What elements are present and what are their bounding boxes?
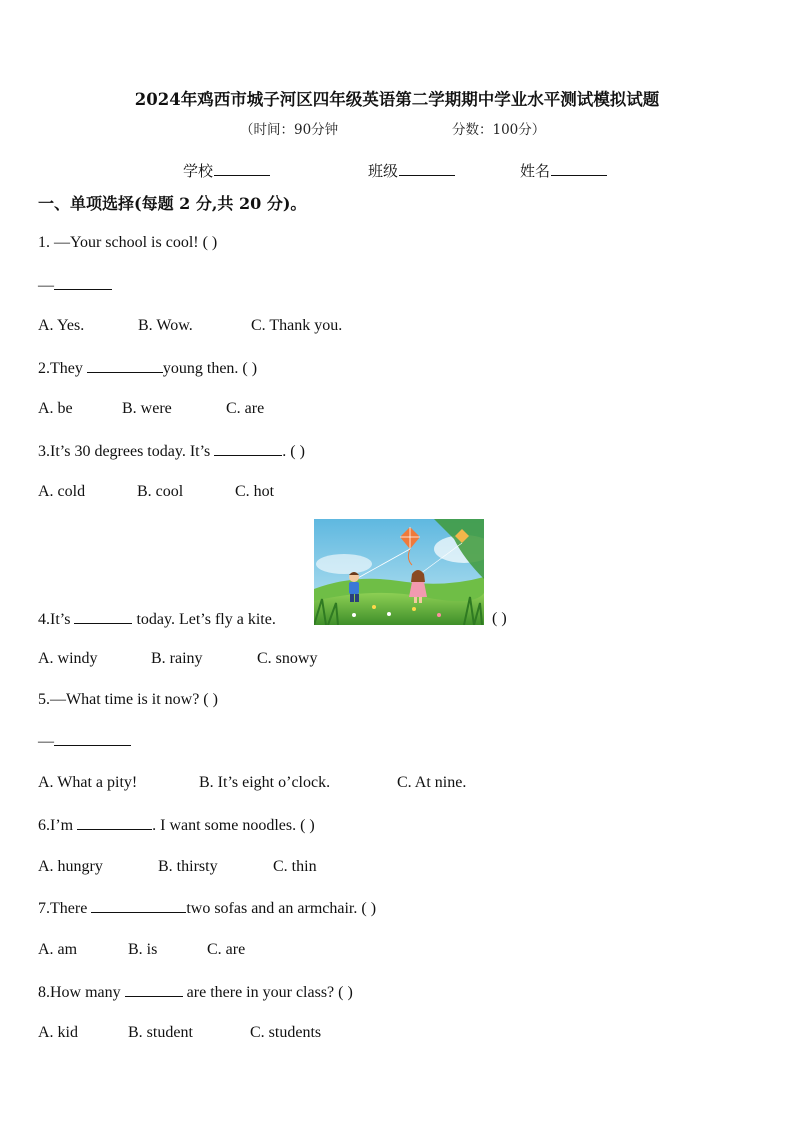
- answer-blank[interactable]: [87, 358, 163, 373]
- question-5-stem: 5.—What time is it now? ( ): [38, 691, 218, 708]
- question-1-options: [38, 316, 342, 336]
- question-4-options: [38, 649, 317, 669]
- option-c[interactable]: C. are: [226, 400, 265, 417]
- option-b[interactable]: B. Wow.: [138, 317, 193, 334]
- name-label: 姓名: [520, 162, 551, 180]
- school-field: [183, 160, 270, 181]
- option-c[interactable]: C. are: [207, 941, 246, 958]
- stem-prefix: 6.I’m: [38, 817, 78, 834]
- class-label: 班级: [368, 162, 399, 180]
- option-c[interactable]: C. snowy: [257, 650, 318, 667]
- exam-title: 2024年鸡西市城子河区四年级英语第二学期期中学业水平测试模拟试题: [134, 90, 660, 109]
- option-a[interactable]: A. windy: [38, 650, 98, 667]
- option-a[interactable]: A. am: [38, 941, 78, 958]
- stem-prefix: 7.There: [38, 900, 92, 917]
- school-blank[interactable]: [214, 161, 270, 176]
- option-a[interactable]: A. What a pity!: [38, 774, 138, 791]
- question-3-options: [38, 482, 274, 502]
- option-b[interactable]: B. cool: [137, 483, 184, 500]
- stem-suffix: young then. ( ): [162, 360, 258, 377]
- stem-suffix: two sofas and an armchair. ( ): [186, 900, 377, 917]
- question-6-stem: [38, 815, 315, 836]
- option-c[interactable]: C. At nine.: [397, 774, 467, 791]
- question-7-options: [38, 940, 245, 960]
- answer-blank[interactable]: [214, 441, 282, 456]
- question-4-stem: [38, 609, 276, 630]
- reply-dash: —: [38, 733, 54, 750]
- option-a[interactable]: A. kid: [38, 1024, 78, 1041]
- option-b[interactable]: B. is: [128, 941, 158, 958]
- option-a[interactable]: A. hungry: [38, 858, 103, 875]
- answer-blank[interactable]: [125, 982, 183, 997]
- option-a[interactable]: A. Yes.: [38, 317, 85, 334]
- stem-suffix: . I want some noodles. ( ): [152, 817, 315, 834]
- class-blank[interactable]: [399, 161, 455, 176]
- reply-dash: —: [38, 277, 54, 294]
- option-c[interactable]: C. thin: [273, 858, 317, 875]
- question-1-reply: [38, 275, 112, 296]
- option-c[interactable]: C. hot: [235, 483, 275, 500]
- exam-time: （时间：90分钟: [240, 122, 339, 138]
- question-4-paren: ( ): [492, 610, 507, 627]
- stem-prefix: 4.It’s: [38, 611, 75, 628]
- stem-suffix: today. Let’s fly a kite.: [132, 611, 276, 628]
- stem-prefix: 3.It’s 30 degrees today. It’s: [38, 443, 215, 460]
- option-a[interactable]: A. cold: [38, 483, 86, 500]
- exam-score: 分数：100分）: [452, 122, 546, 138]
- stem-suffix: . ( ): [282, 443, 305, 460]
- answer-blank[interactable]: [77, 815, 152, 830]
- stem-suffix: are there in your class? ( ): [182, 984, 353, 1001]
- name-blank[interactable]: [551, 161, 607, 176]
- school-label: 学校: [183, 162, 214, 180]
- option-b[interactable]: B. It’s eight o’clock.: [199, 774, 331, 791]
- option-b[interactable]: B. student: [128, 1024, 193, 1041]
- answer-blank[interactable]: [54, 731, 131, 746]
- question-8-stem: [38, 982, 353, 1003]
- option-b[interactable]: B. rainy: [151, 650, 203, 667]
- question-6-options: [38, 857, 317, 877]
- answer-blank[interactable]: [91, 898, 186, 913]
- question-7-stem: [38, 898, 376, 919]
- question-8-options: [38, 1023, 321, 1043]
- option-b[interactable]: B. thirsty: [158, 858, 218, 875]
- class-field: [368, 160, 455, 181]
- answer-blank[interactable]: [54, 275, 112, 290]
- answer-blank[interactable]: [74, 609, 132, 624]
- section-heading: 一、单项选择(每题 2 分,共 20 分)。: [38, 194, 307, 213]
- stem-prefix: 2.They: [38, 360, 87, 377]
- option-c[interactable]: C. Thank you.: [251, 317, 343, 334]
- name-field: [520, 160, 607, 181]
- question-5-options: [38, 773, 466, 793]
- question-3-stem: [38, 441, 305, 462]
- question-2-stem: [38, 358, 257, 379]
- option-a[interactable]: A. be: [38, 400, 73, 417]
- option-c[interactable]: C. students: [250, 1024, 322, 1041]
- question-5-reply: [38, 731, 131, 752]
- question-1-stem: 1. —Your school is cool! ( ): [38, 234, 218, 251]
- kite-illustration: [314, 519, 484, 625]
- stem-prefix: 8.How many: [38, 984, 125, 1001]
- question-2-options: [38, 399, 264, 419]
- option-b[interactable]: B. were: [122, 400, 172, 417]
